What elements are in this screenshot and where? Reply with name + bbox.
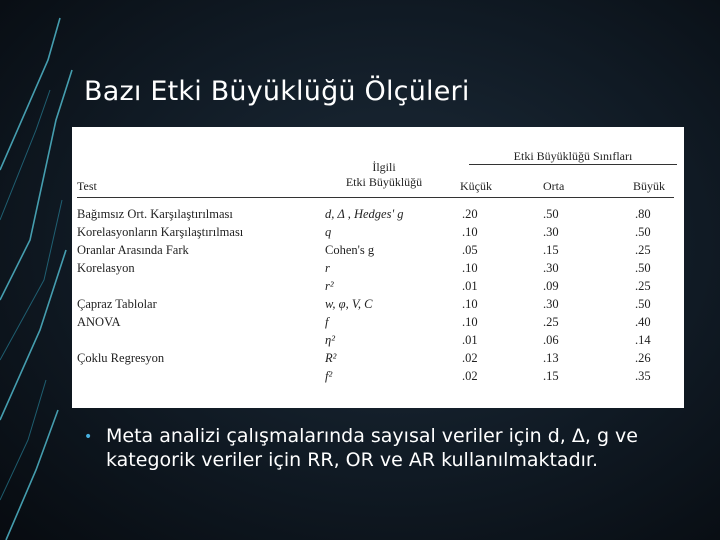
- medium-column-header: Orta: [543, 179, 565, 193]
- bullet-dot-icon: •: [84, 429, 93, 445]
- test-column-header: Test: [77, 179, 97, 193]
- effect-header-line1: İlgili: [372, 160, 396, 174]
- large-cell: .25: [635, 243, 651, 257]
- large-cell: .14: [635, 333, 651, 347]
- test-cell: Çoklu Regresyon: [77, 351, 165, 365]
- effect-cell: w, φ, V, C: [325, 297, 373, 311]
- test-cell: Oranlar Arasında Fark: [77, 243, 189, 257]
- table-row: [77, 241, 674, 259]
- medium-cell: .30: [543, 261, 559, 275]
- medium-cell: .50: [543, 207, 559, 221]
- large-cell: .80: [635, 207, 651, 221]
- table-row: [77, 313, 674, 331]
- effect-cell: q: [325, 225, 332, 239]
- test-cell: Çapraz Tablolar: [77, 297, 157, 311]
- effect-cell: r: [325, 261, 330, 275]
- medium-cell: .15: [543, 369, 559, 383]
- header-rule: [77, 197, 674, 198]
- small-column-header: Küçük: [460, 179, 492, 193]
- table-row: [77, 349, 674, 367]
- test-cell: Korelasyonların Karşılaştırılması: [77, 225, 244, 239]
- effect-cell: r²: [325, 279, 334, 293]
- large-column-header: Büyük: [633, 179, 666, 193]
- effect-header-line2: Etki Büyüklüğü: [345, 175, 423, 189]
- table-row: [77, 223, 674, 241]
- medium-cell: .13: [543, 351, 559, 365]
- effect-cell: η²: [325, 333, 335, 347]
- large-cell: .40: [635, 315, 651, 329]
- medium-cell: .30: [543, 297, 559, 311]
- large-cell: .50: [635, 297, 651, 311]
- effect-cell: f: [325, 315, 329, 329]
- medium-cell: .15: [543, 243, 559, 257]
- medium-cell: .06: [543, 333, 559, 347]
- medium-cell: .25: [543, 315, 559, 329]
- bullet-text: Meta analizi çalışmalarında sayısal veriler için d, Δ, g ve kategorik veriler için RR, OR ve AR kullanılmaktadır.: [106, 425, 638, 471]
- small-cell: .20: [462, 207, 478, 221]
- effect-size-table: [72, 127, 684, 408]
- effect-column-header: [329, 160, 439, 190]
- table-row: [77, 367, 674, 385]
- table-row: [77, 331, 674, 349]
- test-cell: Bağımsız Ort. Karşılaştırılması: [77, 207, 233, 221]
- effect-cell: d, Δ , Hedges' g: [325, 207, 404, 221]
- table-row: [77, 259, 674, 277]
- large-cell: .26: [635, 351, 651, 365]
- large-cell: .50: [635, 225, 651, 239]
- effect-cell: Cohen's g: [325, 243, 375, 257]
- large-cell: .35: [635, 369, 651, 383]
- small-cell: .01: [462, 333, 478, 347]
- small-cell: .02: [462, 351, 478, 365]
- effect-cell: f²: [325, 369, 333, 383]
- group-header: Etki Büyüklüğü Sınıfları: [469, 148, 677, 165]
- medium-cell: .30: [543, 225, 559, 239]
- small-cell: .01: [462, 279, 478, 293]
- large-cell: .25: [635, 279, 651, 293]
- effect-cell: R²: [325, 351, 337, 365]
- test-cell: ANOVA: [77, 315, 121, 329]
- small-cell: .05: [462, 243, 478, 257]
- table-row: [77, 277, 674, 295]
- small-cell: .10: [462, 261, 478, 275]
- small-cell: .10: [462, 225, 478, 239]
- small-cell: .10: [462, 315, 478, 329]
- medium-cell: .09: [543, 279, 559, 293]
- test-cell: Korelasyon: [77, 261, 135, 275]
- table-row: [77, 295, 674, 313]
- large-cell: .50: [635, 261, 651, 275]
- small-cell: .02: [462, 369, 478, 383]
- small-cell: .10: [462, 297, 478, 311]
- slide-title: Bazı Etki Büyüklüğü Ölçüleri: [84, 76, 470, 107]
- table-row: [77, 205, 674, 223]
